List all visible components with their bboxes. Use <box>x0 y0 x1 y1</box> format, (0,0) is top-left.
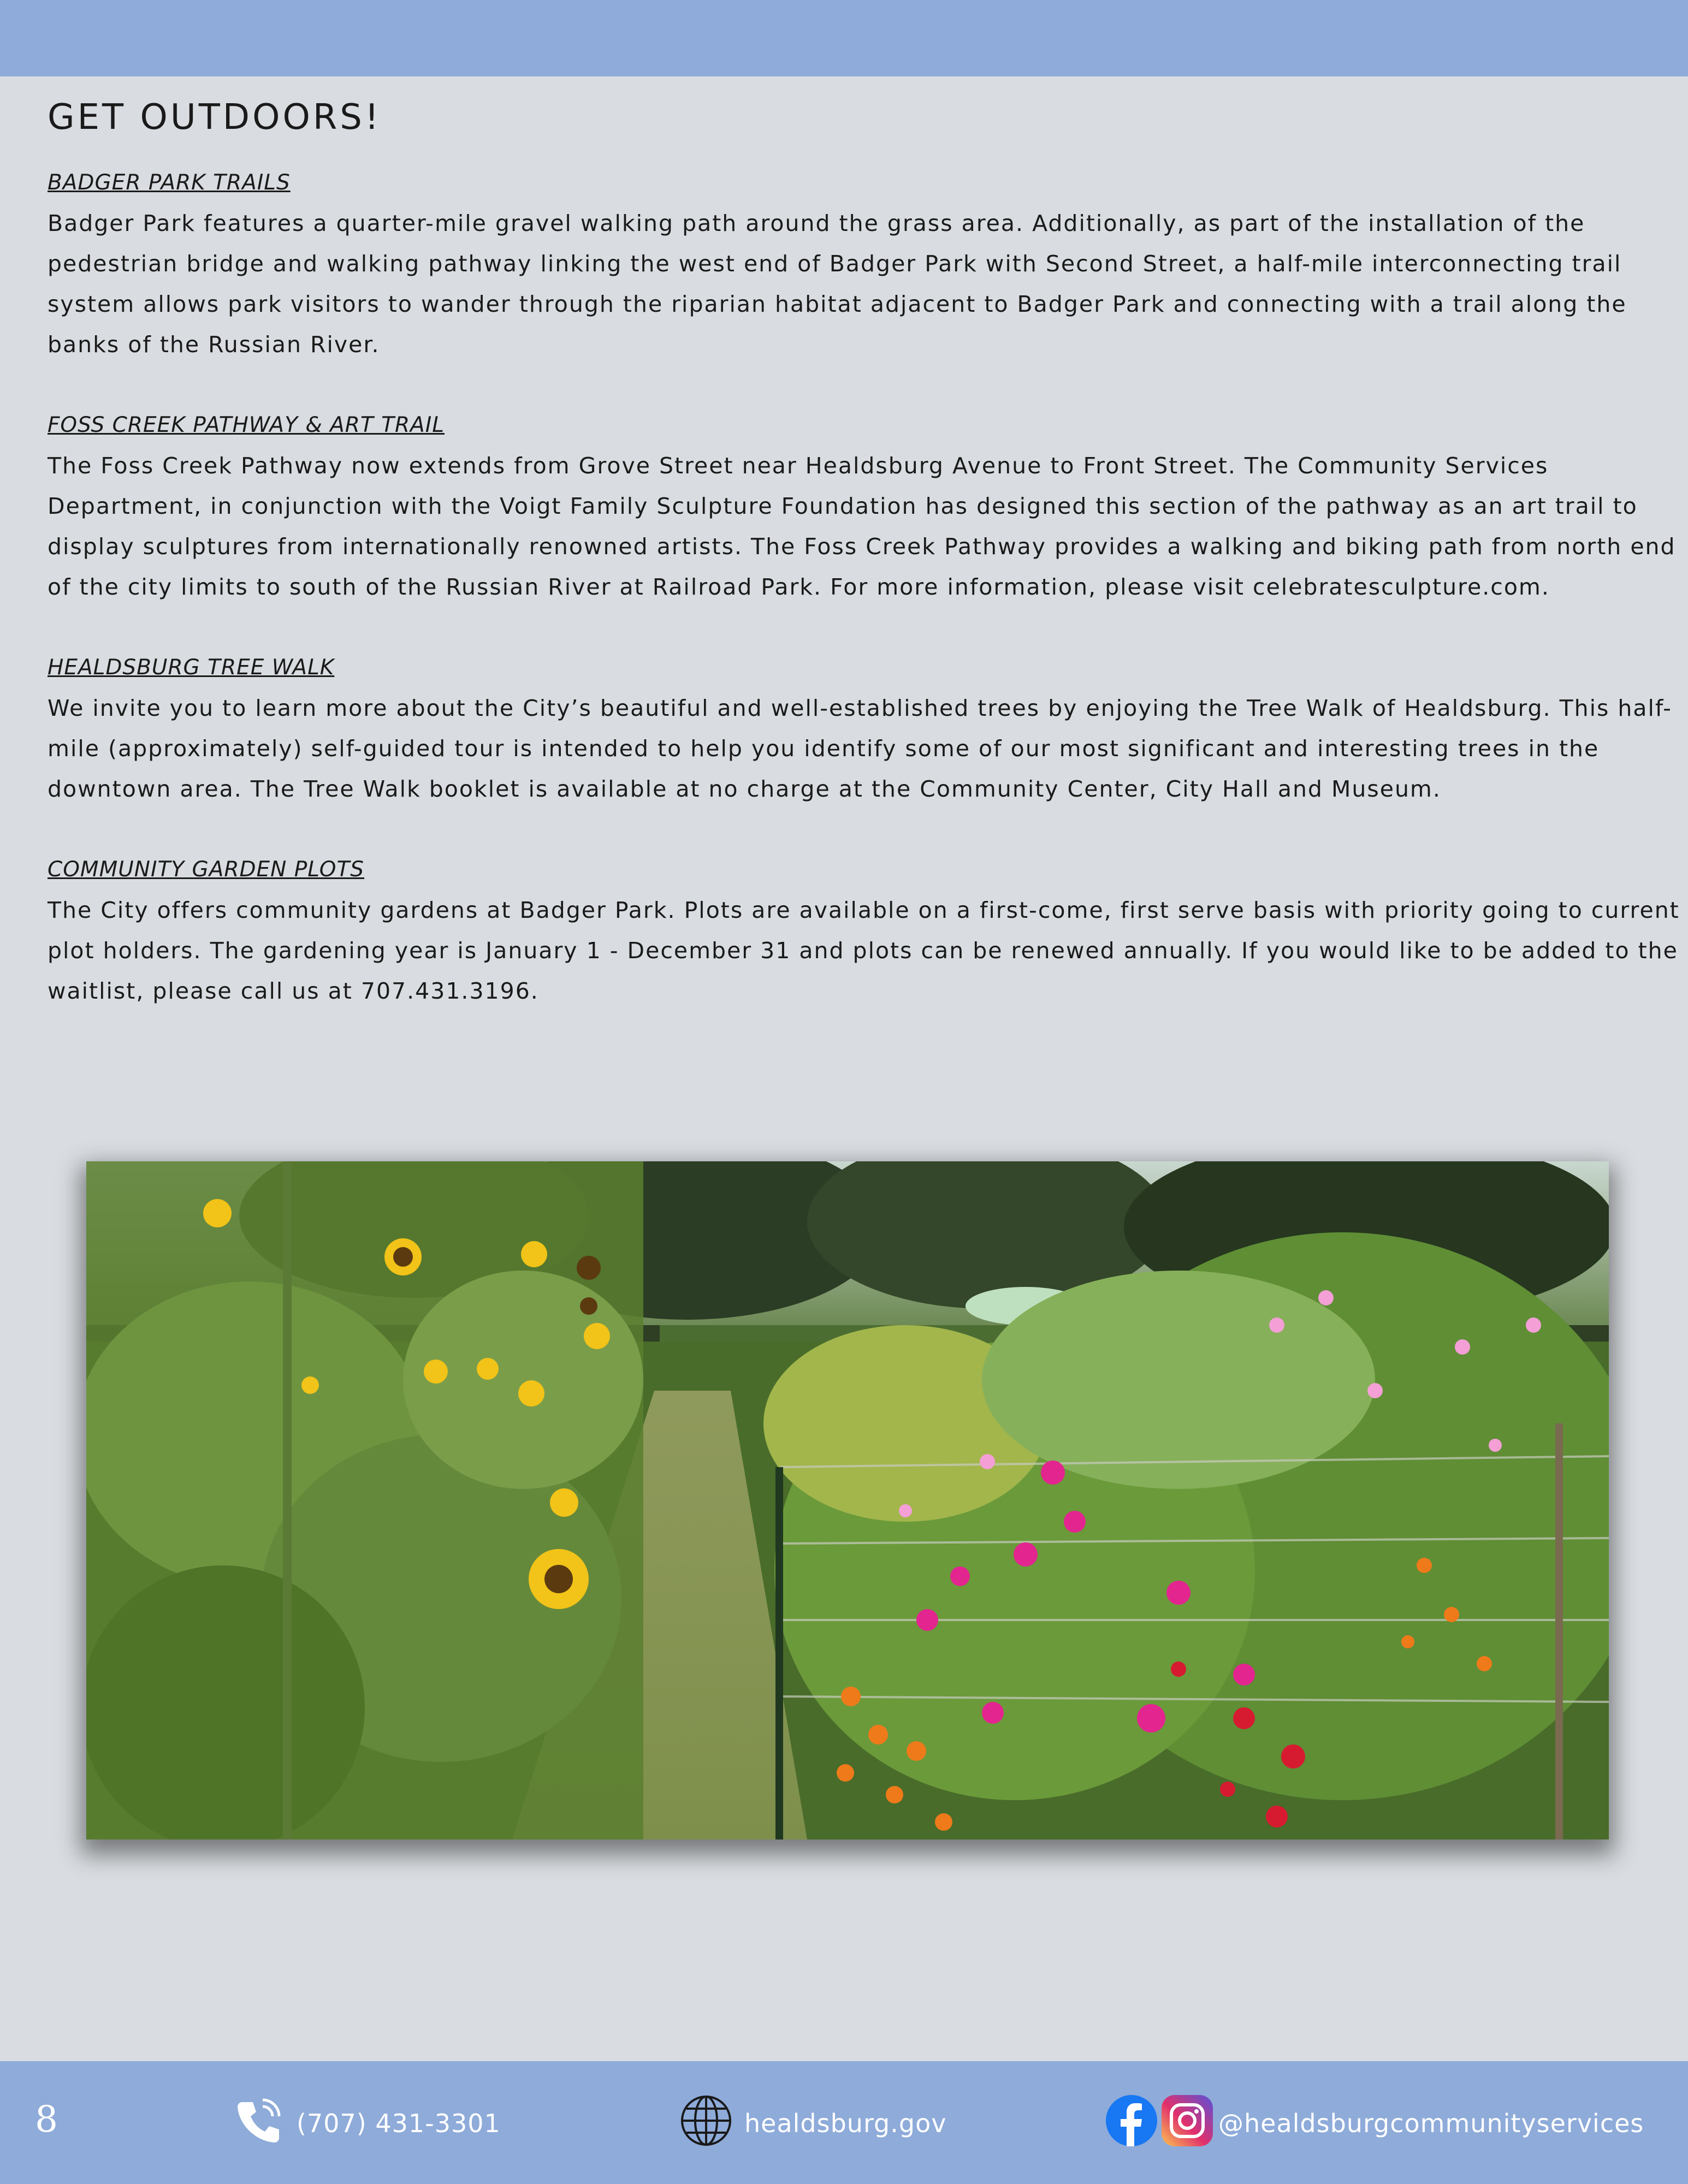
page-title: GET OUTDOORS! <box>48 97 382 138</box>
body-line: mile (approximately) self-guided tour is intended to help you identify some of our most significant and interesting trees in the <box>48 735 1600 762</box>
section-foss-creek-pathway <box>48 405 1680 607</box>
body-line: The City offers community gardens at Badger Park. Plots are available on a first-come, first serve basis with priority going to current <box>48 897 1680 923</box>
section-body <box>48 890 1680 1011</box>
phone-icon <box>232 2094 285 2153</box>
page-number: 8 <box>35 2098 58 2140</box>
website-text: healdsburg.gov <box>744 2109 947 2138</box>
body-line: plot holders. The gardening year is January 1 - December 31 and plots can be renewed annually. If you would like to be added to the <box>48 937 1678 964</box>
top-color-band <box>0 0 1688 76</box>
body-line: waitlist, please call us at 707.431.3196. <box>48 978 539 1004</box>
body-line: downtown area. The Tree Walk booklet is available at no charge at the Community Center, City Hall and Museum. <box>48 776 1441 802</box>
section-body <box>48 446 1680 607</box>
phone-number: (707) 431-3301 <box>297 2109 501 2138</box>
body-line: of the city limits to south of the Russian River at Railroad Park. For more information, please visit celebratesculpture.com. <box>48 574 1550 600</box>
body-line: Department, in conjunction with the Voigt Family Sculpture Foundation has designed this section of the pathway as an art trail to <box>48 493 1638 519</box>
section-heading: HEALDSBURG TREE WALK <box>48 655 335 680</box>
body-line: Badger Park features a quarter-mile gravel walking path around the grass area. Additionally, as part of the installation of the <box>48 210 1585 236</box>
phone-contact[interactable] <box>232 2096 501 2151</box>
body-line: The Foss Creek Pathway now extends from Grove Street near Healdsburg Avenue to Front Street. The Community Services <box>48 453 1549 479</box>
section-badger-park-trails <box>48 163 1680 365</box>
main-content <box>48 97 1680 1052</box>
garden-photo <box>86 1161 1609 1839</box>
section-heading: BADGER PARK TRAILS <box>48 170 291 195</box>
body-line: system allows park visitors to wander through the riparian habitat adjacent to Badger Park and connecting with a trail along the <box>48 291 1627 317</box>
instagram-icon <box>1162 2095 1213 2152</box>
section-tree-walk <box>48 648 1680 809</box>
body-line: pedestrian bridge and walking pathway linking the west end of Badger Park with Second Street, a half-mile interconnecting trail <box>48 251 1622 277</box>
body-line: banks of the Russian River. <box>48 331 380 358</box>
section-body <box>48 203 1680 365</box>
footer <box>0 2061 1688 2184</box>
section-heading: COMMUNITY GARDEN PLOTS <box>48 857 365 882</box>
facebook-icon <box>1106 2095 1157 2152</box>
section-body <box>48 688 1680 809</box>
section-community-garden <box>48 850 1680 1011</box>
section-heading: FOSS CREEK PATHWAY & ART TRAIL <box>48 413 445 437</box>
body-line: We invite you to learn more about the City’s beautiful and well-established trees by enjoying the Tree Walk of Healdsburg. This half- <box>48 695 1672 721</box>
social-handle: @healdsburgcommunityservices <box>1218 2109 1644 2138</box>
globe-icon <box>680 2094 732 2153</box>
social-link[interactable] <box>1106 2096 1644 2151</box>
body-line: display sculptures from internationally renowned artists. The Foss Creek Pathway provides a walking and biking path from north end <box>48 533 1676 560</box>
website-link[interactable] <box>680 2096 946 2151</box>
